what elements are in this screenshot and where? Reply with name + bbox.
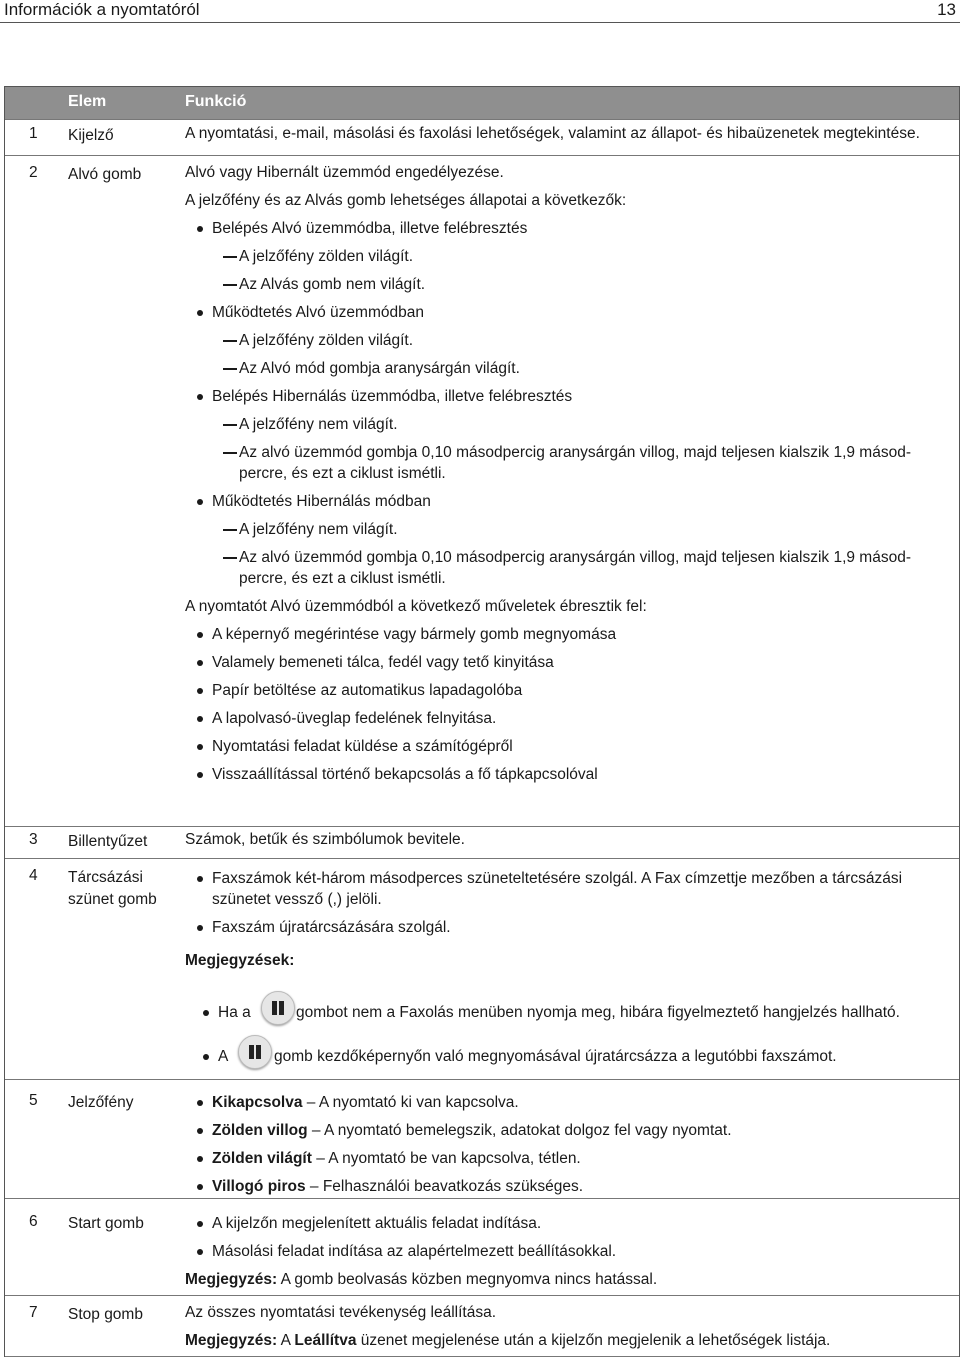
bullet-icon (197, 310, 203, 316)
row-elem: Alvó gomb (68, 166, 142, 183)
note-text: gombot nem a Faxolás menüben nyomja meg, hibára figyelmeztető hangjelzés hallható. (296, 1004, 900, 1021)
list-item: percre, és ezt a ciklust ismétli. (239, 570, 446, 587)
bullet-icon (197, 632, 203, 638)
bullet-icon (197, 660, 203, 666)
elem-line: Tárcsázási (68, 869, 143, 886)
note-text: A (218, 1048, 229, 1065)
list-item: Nyomtatási feladat küldése a számítógépről (212, 738, 513, 755)
page-number: 13 (937, 0, 956, 19)
text-line: Alvó vagy Hibernált üzemmód engedélyezése. (185, 164, 504, 181)
row-number: 5 (29, 1092, 38, 1109)
bullet-icon (197, 716, 203, 722)
list-item: Működtetés Hibernálás módban (212, 493, 431, 510)
list-item: percre, és ezt a ciklust ismétli. (239, 465, 446, 482)
list-item: A kijelzőn megjelenített aktuális feladat indítása. (212, 1215, 542, 1232)
row-elem (68, 867, 178, 911)
bullet-icon (197, 226, 203, 232)
bullet-icon (197, 688, 203, 694)
list-item: A jelzőfény nem világít. (239, 416, 398, 433)
list-item: A képernyő megérintése vagy bármely gomb megnyomása (212, 626, 617, 643)
list-item: Az Alvó mód gombja aranysárgán világít. (239, 360, 520, 377)
col-elem-header: Elem (68, 93, 107, 110)
list-item: A jelzőfény nem világít. (239, 521, 398, 538)
text-line: A jelzőfény és az Alvás gomb lehetséges állapotai a következők: (185, 192, 627, 209)
row-number: 1 (29, 125, 38, 142)
list-item: Az alvó üzemmód gombja 0,10 másodpercig aranysárgán villog, majd teljesen kialszik 1,9 másod- (239, 549, 911, 566)
row-elem: Billentyűzet (68, 833, 148, 850)
table-row (5, 1080, 959, 1199)
note-text: Megjegyzés: A Leállítva üzenet megjelenése után a kijelzőn megjelenik a lehetőségek listája. (185, 1332, 831, 1349)
list-item: Valamely bemeneti tálca, fedél vagy tető kinyitása (212, 654, 554, 671)
list-item: Az alvó üzemmód gombja 0,10 másodpercig aranysárgán villog, majd teljesen kialszik 1,9 másod- (239, 444, 911, 461)
row-func: Számok, betűk és szimbólumok bevitele. (185, 831, 465, 848)
info-table (4, 86, 960, 1357)
bullet-icon (197, 1128, 203, 1134)
bullet-icon (197, 1249, 203, 1255)
row-number: 6 (29, 1213, 38, 1230)
list-item: Villogó piros – Felhasználói beavatkozás szükséges. (212, 1178, 584, 1195)
pause-icon (238, 1035, 272, 1069)
dash-icon (223, 452, 237, 454)
list-item: Az Alvás gomb nem világít. (239, 276, 426, 293)
elem-line: szünet gomb (68, 891, 157, 908)
col-func-header: Funkció (185, 93, 247, 110)
list-item: Visszaállítással történő bekapcsolás a fő tápkapcsolóval (212, 766, 598, 783)
dash-icon (223, 256, 237, 258)
list-item: A lapolvasó-üveglap fedelének felnyitása. (212, 710, 497, 727)
bullet-icon (197, 876, 203, 882)
list-item: Belépés Alvó üzemmódba, illetve felébresztés (212, 220, 528, 237)
row-elem: Kijelző (68, 127, 114, 144)
bullet-icon (197, 394, 203, 400)
bullet-icon (197, 925, 203, 931)
note-text: gomb kezdőképernyőn való megnyomásával újratárcsázza a legutóbbi faxszámot. (274, 1048, 837, 1065)
note-text: Megjegyzés: A gomb beolvasás közben megnyomva nincs hatással. (185, 1271, 658, 1288)
table-row (5, 120, 959, 156)
row-elem: Jelzőfény (68, 1094, 134, 1111)
table-row (5, 1296, 959, 1357)
table-row (5, 1199, 959, 1296)
text-line: Az összes nyomtatási tevékenység leállítása. (185, 1304, 497, 1321)
bullet-icon (203, 1010, 209, 1016)
bullet-icon (197, 499, 203, 505)
table-header (5, 87, 959, 120)
table-row (5, 859, 959, 1080)
page-header (0, 0, 960, 23)
dash-icon (223, 424, 237, 426)
bullet-icon (197, 1184, 203, 1190)
dash-icon (223, 284, 237, 286)
bullet-icon (203, 1054, 209, 1060)
list-item: Zölden villog – A nyomtató bemelegszik, adatokat dolgoz fel vagy nyomtat. (212, 1122, 732, 1139)
bullet-icon (197, 772, 203, 778)
pause-icon (261, 991, 295, 1025)
list-item: Faxszámok két-három másodperces szüneteltetésére szolgál. A Fax címzettje mezőben a tárcsázási (212, 870, 903, 887)
table-row (5, 827, 959, 859)
list-item: Belépés Hibernálás üzemmódba, illetve felébresztés (212, 388, 573, 405)
row-number: 3 (29, 831, 38, 848)
list-item: Kikapcsolva – A nyomtató ki van kapcsolva. (212, 1094, 519, 1111)
list-item: Faxszám újratárcsázására szolgál. (212, 919, 451, 936)
bullet-icon (197, 1156, 203, 1162)
list-item: Papír betöltése az automatikus lapadagolóba (212, 682, 523, 699)
row-number: 2 (29, 164, 38, 181)
list-item: A jelzőfény zölden világít. (239, 248, 414, 265)
dash-icon (223, 368, 237, 370)
dash-icon (223, 529, 237, 531)
bullet-icon (197, 744, 203, 750)
dash-icon (223, 340, 237, 342)
list-item: szünetet vessző (,) jelöli. (212, 891, 382, 908)
list-item: A jelzőfény zölden világít. (239, 332, 414, 349)
bullet-icon (197, 1221, 203, 1227)
text-line: A nyomtatót Alvó üzemmódból a következő műveletek ébresztik fel: (185, 598, 647, 615)
table-row (5, 156, 959, 827)
row-number: 7 (29, 1304, 38, 1321)
dash-icon (223, 557, 237, 559)
list-item: Zölden világít – A nyomtató be van kapcsolva, tétlen. (212, 1150, 581, 1167)
row-func: A nyomtatási, e-mail, másolási és faxolási lehetőségek, valamint az állapot- és hibaüzenetek megtekintése. (185, 125, 920, 142)
row-number: 4 (29, 867, 38, 884)
notes-heading: Megjegyzések: (185, 952, 295, 969)
row-elem: Start gomb (68, 1215, 144, 1232)
list-item: Másolási feladat indítása az alapértelmezett beállításokkal. (212, 1243, 617, 1260)
bullet-icon (197, 1100, 203, 1106)
note-text: Ha a (218, 1004, 251, 1021)
row-elem: Stop gomb (68, 1306, 143, 1323)
list-item: Működtetés Alvó üzemmódban (212, 304, 424, 321)
header-title: Információk a nyomtatóról (4, 0, 200, 19)
